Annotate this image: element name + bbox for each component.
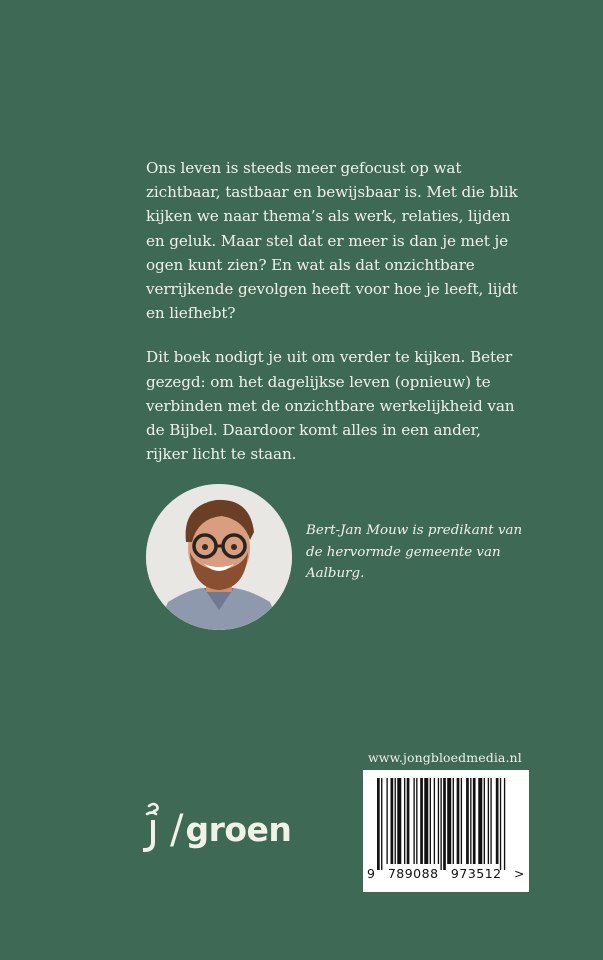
barcode-bars [377,778,517,870]
blurb-paragraph: Ons leven is steeds meer gefocust op wat zichtbaar, tastbaar en bewijsbaar is. Met die blik kijken we naar thema’s als werk, relaties, lijden en geluk. Maar stel dat er meer is dan je met je ogen kunt zien? En wat als dat onzichtbare verrijkende gevolgen heeft voor hoe je leeft, lijdt en liefhebt? [146,159,518,323]
isbn-number [367,866,525,881]
barcode-bar [413,778,414,864]
barcode-bar [377,778,380,870]
barcode-bar [490,778,491,864]
barcode-bar [461,778,462,864]
barcode-bar [386,778,387,864]
barcode-bar [434,778,435,864]
barcode-bar [430,778,431,864]
barcode-bar [466,778,469,864]
barcode-bar [404,778,405,864]
author-bio: Bert-Jan Mouw is predikant van de hervormde gemeente van Aalburg. [306,523,523,582]
j-logo-icon [140,802,164,854]
blurb-paragraph: Dit boek nodigt je uit om verder te kijken. Beter gezegd: om het dagelijkse leven (opnieuw) te verbinden met de onzichtbare werkelijkheid van de Bijbel. Daardoor komt alles in een ander, rijker licht te staan. [146,348,515,464]
author-photo [146,484,292,630]
barcode-bar [504,778,505,870]
barcode-bar [484,778,485,864]
barcode-bar [440,778,441,870]
barcode-bar [457,778,460,864]
barcode-bar [473,778,476,864]
isbn-first-digit: 9 [367,866,376,881]
barcode-bar [470,778,471,864]
barcode-bar [478,778,482,864]
barcode-bar [438,778,439,864]
publisher-logo [140,802,291,854]
isbn-group-right: 973512 [450,866,502,881]
publisher-website: www.jongbloedmedia.nl [368,750,522,765]
logo-wordmark: groen [185,810,292,849]
barcode-bar [496,778,499,864]
barcode-bar [420,778,423,864]
isbn-end-mark: > [514,866,525,881]
isbn-barcode [363,770,529,892]
barcode-bar [447,778,451,864]
barcode-bar [395,778,396,864]
barcode-bar [453,778,454,864]
barcode-bar [488,778,489,864]
barcode-bar [407,778,410,864]
barcode-bar [424,778,428,864]
barcode-bar [381,778,382,870]
barcode-bar [397,778,401,864]
isbn-group-left: 789088 [387,866,439,881]
back-cover-blurb [146,156,526,486]
logo-slash: / [170,807,184,853]
barcode-bar [500,778,501,870]
barcode-bar [416,778,417,864]
barcode-bar [443,778,446,870]
barcode-bar [391,778,394,864]
